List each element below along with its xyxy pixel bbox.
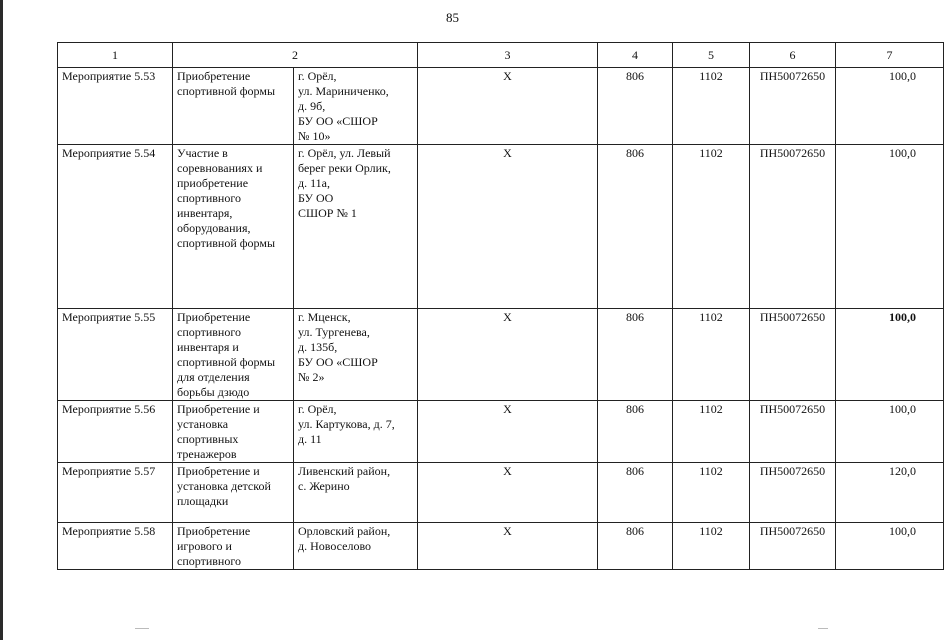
col5-cell: 1102 (673, 309, 750, 401)
name-cell: Участие в соревнованиях и приобретение спортивного инвентаря, оборудования, спортивной формы (173, 145, 294, 309)
amount-cell: 100,0 (836, 145, 944, 309)
col3-cell: Х (418, 523, 598, 570)
header-cell-6: 6 (750, 43, 836, 68)
scan-artifact (135, 628, 149, 629)
event-cell: Мероприятие 5.56 (58, 401, 173, 463)
address-cell: г. Орёл, ул. Левый берег реки Орлик, д. 11а, БУ ОО СШОР № 1 (294, 145, 418, 309)
code-cell: ПН50072650 (750, 401, 836, 463)
table-row (58, 401, 944, 463)
table-row (58, 309, 944, 401)
address-cell: Ливенский район, с. Жерино (294, 463, 418, 523)
table-header-row (58, 43, 944, 68)
amount-cell: 120,0 (836, 463, 944, 523)
name-cell: Приобретение и установка спортивных тренажеров (173, 401, 294, 463)
event-cell: Мероприятие 5.53 (58, 68, 173, 145)
name-cell: Приобретение и установка детской площадки (173, 463, 294, 523)
table-row (58, 463, 944, 523)
col3-cell: Х (418, 309, 598, 401)
scan-left-edge (0, 0, 3, 640)
code-cell: ПН50072650 (750, 145, 836, 309)
col5-cell: 1102 (673, 463, 750, 523)
name-cell: Приобретение игрового и спортивного (173, 523, 294, 570)
page-number: 85 (446, 10, 459, 25)
table-row (58, 523, 944, 570)
header-cell-3: 3 (418, 43, 598, 68)
amount-cell: 100,0 (836, 68, 944, 145)
event-cell: Мероприятие 5.54 (58, 145, 173, 309)
address-cell: Орловский район, д. Новоселово (294, 523, 418, 570)
col5-cell: 1102 (673, 145, 750, 309)
col3-cell: Х (418, 68, 598, 145)
col3-cell: Х (418, 401, 598, 463)
header-cell-2: 2 (173, 43, 418, 68)
event-cell: Мероприятие 5.55 (58, 309, 173, 401)
address-cell: г. Орёл, ул. Мариниченко, д. 9б, БУ ОО «СШОР № 10» (294, 68, 418, 145)
code-cell: ПН50072650 (750, 523, 836, 570)
col5-cell: 1102 (673, 68, 750, 145)
header-cell-1: 1 (58, 43, 173, 68)
code-cell: ПН50072650 (750, 463, 836, 523)
table-row (58, 68, 944, 145)
address-cell: г. Орёл, ул. Картукова, д. 7, д. 11 (294, 401, 418, 463)
col5-cell: 1102 (673, 523, 750, 570)
code-cell: ПН50072650 (750, 68, 836, 145)
scan-artifact (818, 628, 828, 629)
col4-cell: 806 (598, 401, 673, 463)
col4-cell: 806 (598, 145, 673, 309)
col4-cell: 806 (598, 68, 673, 145)
col3-cell: Х (418, 463, 598, 523)
header-cell-4: 4 (598, 43, 673, 68)
budget-table (57, 42, 944, 570)
header-cell-7: 7 (836, 43, 944, 68)
event-cell: Мероприятие 5.57 (58, 463, 173, 523)
col4-cell: 806 (598, 463, 673, 523)
amount-cell: 100,0 (836, 523, 944, 570)
amount-cell: 100,0 (836, 309, 944, 401)
col3-cell: Х (418, 145, 598, 309)
address-cell: г. Мценск, ул. Тургенева, д. 135б, БУ ОО «СШОР № 2» (294, 309, 418, 401)
col5-cell: 1102 (673, 401, 750, 463)
name-cell: Приобретение спортивного инвентаря и спортивной формы для отделения борьбы дзюдо (173, 309, 294, 401)
col4-cell: 806 (598, 309, 673, 401)
header-cell-5: 5 (673, 43, 750, 68)
event-cell: Мероприятие 5.58 (58, 523, 173, 570)
code-cell: ПН50072650 (750, 309, 836, 401)
table-row (58, 145, 944, 309)
name-cell: Приобретение спортивной формы (173, 68, 294, 145)
amount-cell: 100,0 (836, 401, 944, 463)
col4-cell: 806 (598, 523, 673, 570)
